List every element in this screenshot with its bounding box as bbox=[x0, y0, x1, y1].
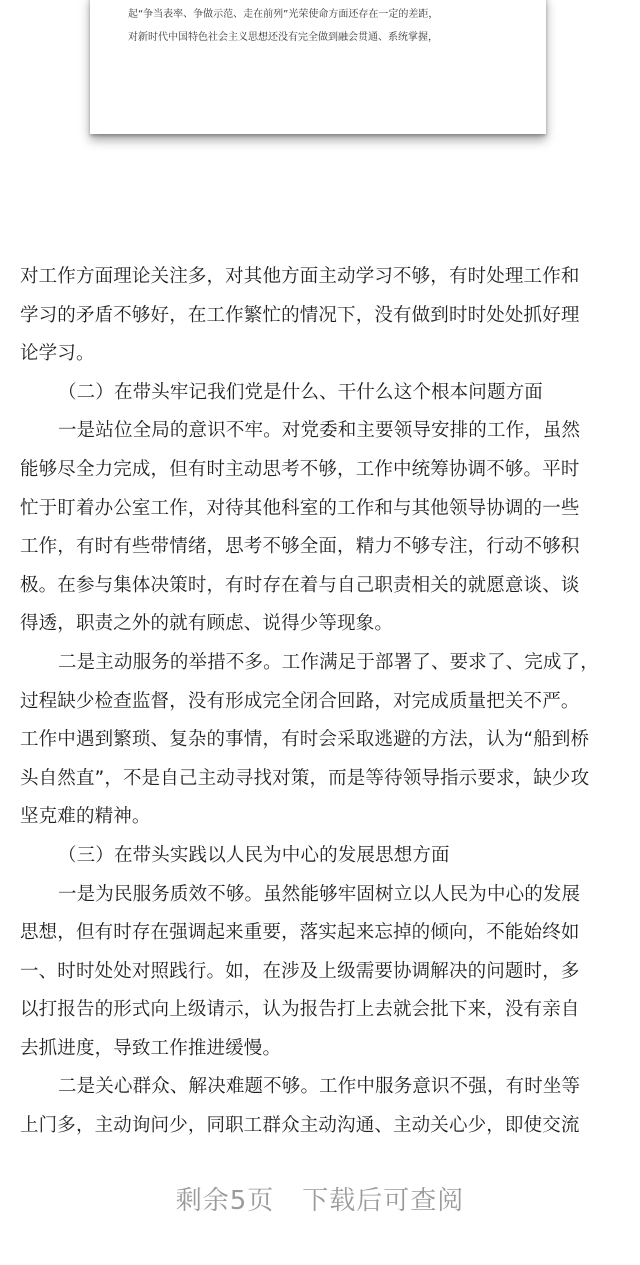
text-line: 过程缺少检查监督，没有形成完全闭合回路，对完成质量把关不严。 bbox=[20, 690, 580, 712]
text-line: 一、时时处处对照践行。如，在涉及上级需要协调解决的问题时，多 bbox=[20, 960, 580, 982]
download-to-view-label: 下载后可查阅 bbox=[302, 1186, 465, 1216]
text-line: 得透，职责之外的就有顾虑、说得少等现象。 bbox=[20, 613, 394, 635]
text-line: 学习的矛盾不够好，在工作繁忙的情况下，没有做到时时处处抓好理 bbox=[20, 304, 580, 326]
remaining-pages-notice[interactable] bbox=[0, 1180, 640, 1217]
text-line: 能够尽全力完成，但有时主动思考不够，工作中统筹协调不够。平时 bbox=[20, 458, 580, 480]
text-line: 以打报告的形式向上级请示，认为报告打上去就会批下来，没有亲自 bbox=[20, 999, 580, 1021]
section-heading: （二）在带头牢记我们党是什么、干什么这个根本问题方面 bbox=[58, 381, 543, 403]
text-line: 一是站位全局的意识不牢。对党委和主要领导安排的工作，虽然 bbox=[58, 420, 581, 442]
remaining-pages-label: 剩余5页 bbox=[175, 1186, 275, 1216]
preview-line: 对新时代中国特色社会主义思想还没有完全做到融会贯通、系统掌握， bbox=[128, 32, 438, 43]
text-line: 头自然直”，不是自己主动寻找对策，而是等待领导指示要求，缺少攻 bbox=[20, 767, 590, 789]
text-line: 二是主动服务的举措不多。工作满足于部署了、要求了、完成了， bbox=[58, 651, 599, 673]
text-line: 坚克难的精神。 bbox=[20, 806, 151, 828]
text-line: 忙于盯着办公室工作，对待其他科室的工作和与其他领导协调的一些 bbox=[20, 497, 580, 519]
text-line: 工作，有时有些带情绪，思考不够全面，精力不够专注，行动不够积 bbox=[20, 536, 580, 558]
text-line: 二是关心群众、解决难题不够。工作中服务意识不强，有时坐等 bbox=[58, 1076, 581, 1098]
text-line: 上门多，主动询问少，同职工群众主动沟通、主动关心少，即使交流 bbox=[20, 1115, 580, 1137]
text-line: 论学习。 bbox=[20, 343, 95, 365]
text-line: 对工作方面理论关注多，对其他方面主动学习不够，有时处理工作和 bbox=[20, 266, 580, 287]
document-body bbox=[20, 258, 624, 1146]
text-line: 工作中遇到繁琐、复杂的事情，有时会采取逃避的方法，认为“船到桥 bbox=[20, 729, 590, 751]
text-line: 极。在参与集体决策时，有时存在着与自己职责相关的就愿意谈、谈 bbox=[20, 574, 580, 596]
document-preview-card bbox=[90, 0, 546, 134]
preview-line: 起“争当表率、争做示范、走在前列”光荣使命方面还存在一定的差距， bbox=[128, 9, 439, 20]
text-line: 一是为民服务质效不够。虽然能够牢固树立以人民为中心的发展 bbox=[58, 883, 581, 905]
text-line: 去抓进度，导致工作推进缓慢。 bbox=[20, 1037, 282, 1059]
text-line: 思想，但有时存在强调起来重要，落实起来忘掉的倾向，不能始终如 bbox=[20, 922, 580, 944]
section-heading: （三）在带头实践以人民为中心的发展思想方面 bbox=[58, 844, 450, 866]
